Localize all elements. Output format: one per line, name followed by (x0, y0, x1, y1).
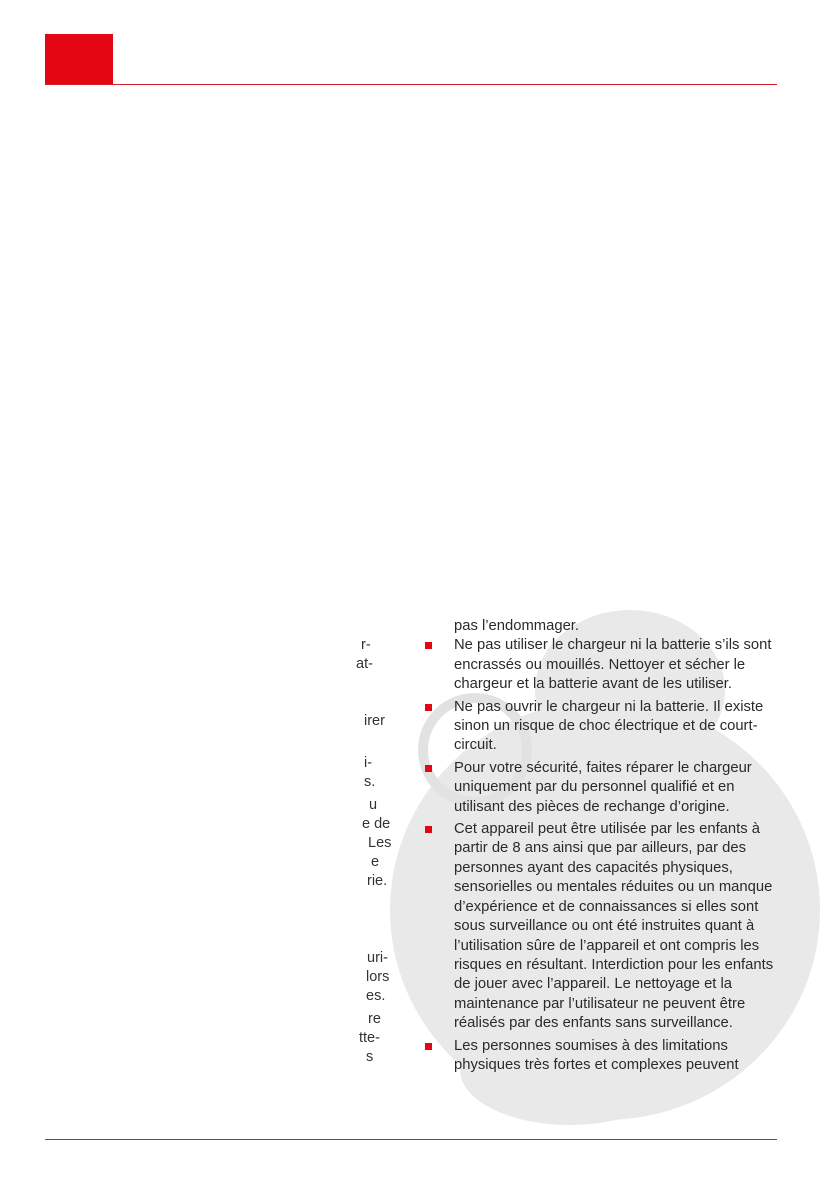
left-fragment: es. (366, 988, 386, 1004)
header-red-block (45, 34, 113, 85)
left-fragment: s (366, 1049, 374, 1065)
bullet-text: Ne pas utiliser le chargeur ni la batterie s’ils sont encrassés ou mouillés. Nettoyer et sécher le chargeur et la batterie avant de les utiliser. (454, 637, 772, 693)
continuation-text: pas l’endommager. (454, 618, 580, 634)
left-fragment: i- (364, 755, 373, 771)
bullet-item (424, 759, 779, 817)
bullet-text: Cet appareil peut être utilisée par les enfants à partir de 8 ans ainsi que par ailleurs, par des personnes ayant des capacités physiques, sensorielles ou mentales réduites ou un manque d’expérience et de connaissances si elles sont sous surveillance ou ont été instruites quant à l’utilisation sûre de l’appareil et ont compris les risques en résultant. Interdiction pour les enfants de jouer avec l’appareil. Le nettoyage et la maintenance par l’utilisateur ne peuvent être réalisés par des enfants sans surveillance. (454, 821, 774, 1032)
bullet-square-icon (425, 765, 432, 772)
header-rule (45, 84, 777, 85)
bullet-text: Les personnes soumises à des limitations physiques très fortes et complexes peuvent (454, 1037, 739, 1073)
left-fragment: irer (364, 713, 385, 729)
left-fragment: s. (364, 774, 376, 790)
left-fragment: at- (356, 656, 373, 672)
bullet-item (424, 636, 779, 694)
left-fragment: rie. (367, 873, 388, 889)
safety-instructions-column (424, 617, 779, 1078)
bullet-square-icon (425, 704, 432, 711)
left-fragment: re (368, 1011, 381, 1027)
bullet-text: Pour votre sécurité, faites réparer le chargeur uniquement par du personnel qualifié et en utilisant des pièces de rechange d’origine. (454, 759, 752, 815)
bullet-square-icon (425, 1043, 432, 1050)
bullet-item (424, 820, 779, 1033)
left-fragment: Les (368, 835, 392, 851)
footer-rule (45, 1139, 777, 1140)
left-fragment: e (371, 854, 380, 870)
bullet-item (424, 698, 779, 756)
left-fragment: u (369, 797, 378, 813)
bullet-square-icon (425, 642, 432, 649)
left-fragment: tte- (359, 1030, 380, 1046)
left-fragment: lors (366, 969, 390, 985)
bullet-square-icon (425, 826, 432, 833)
bullet-text: Ne pas ouvrir le chargeur ni la batterie. Il existe sinon un risque de choc électrique et de court-circuit. (454, 698, 764, 754)
bullet-item (424, 1037, 779, 1076)
left-fragment: uri- (367, 950, 388, 966)
left-fragment: r- (361, 637, 371, 653)
left-fragment: e de (362, 816, 391, 832)
